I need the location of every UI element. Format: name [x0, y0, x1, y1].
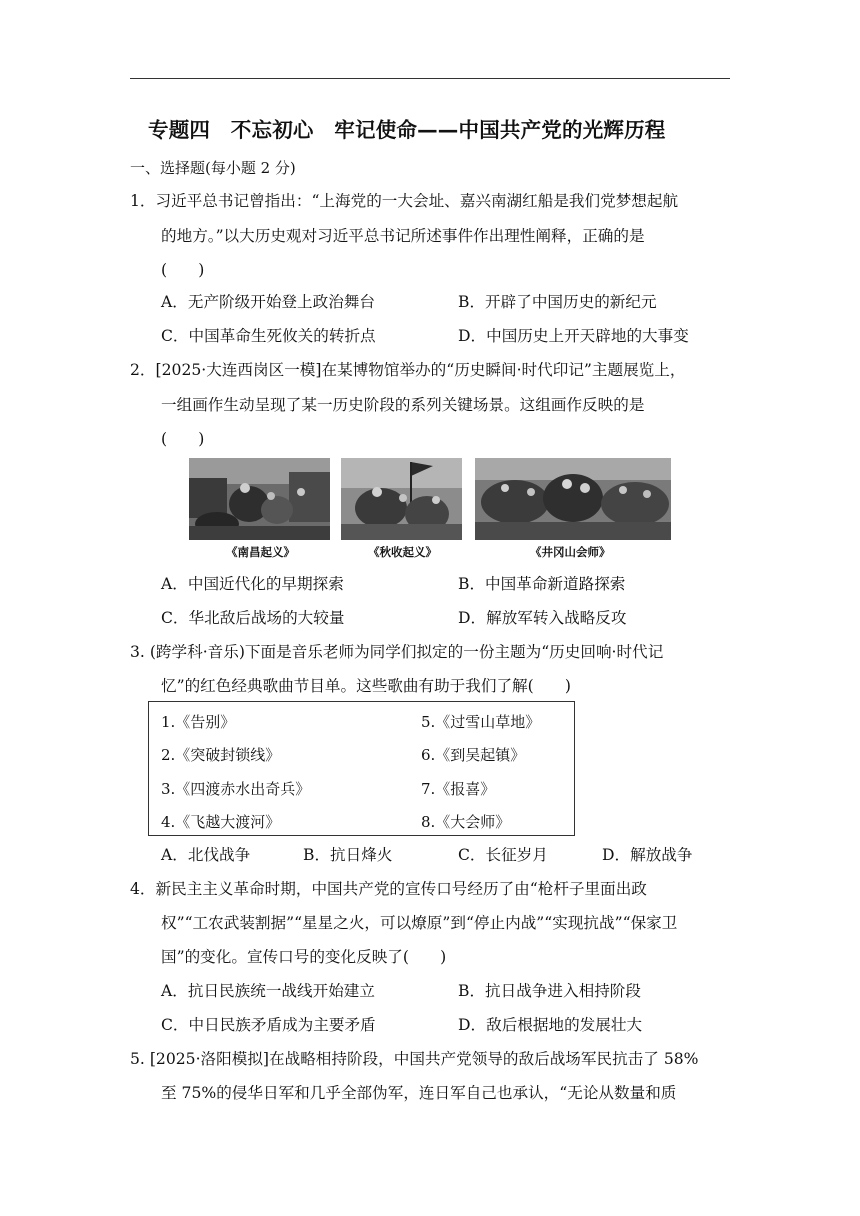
- question-2-option-b[interactable]: B．中国革命新道路探索: [458, 575, 626, 593]
- question-1-line-3: ( ): [161, 261, 205, 279]
- question-3-line-2: 忆”的红色经典歌曲节目单。这些歌曲有助于我们了解( ): [161, 677, 571, 695]
- question-4-option-b[interactable]: B．抗日战争进入相持阶段: [458, 982, 641, 1000]
- song-item-4: 4.《飞越大渡河》: [161, 813, 281, 831]
- song-item-7: 7.《报喜》: [421, 780, 496, 798]
- question-4-line-2: 权”“工农武装割据”“星星之火，可以燎原”到“停止内战”“实现抗战”“保家卫: [161, 914, 678, 932]
- question-2-line-2: 一组画作生动呈现了某一历史阶段的系列关键场景。这组画作反映的是: [161, 396, 645, 414]
- question-3-option-b[interactable]: B．抗日烽火: [303, 846, 393, 864]
- question-1-option-b[interactable]: B．开辟了中国历史的新纪元: [458, 293, 657, 311]
- question-5-line-2: 至 75%的侵华日军和几乎全部伪军，连日军自己也承认，“无论从数量和质: [161, 1084, 677, 1102]
- question-4-option-a[interactable]: A．抗日民族统一战线开始建立: [161, 982, 375, 1000]
- song-list-box: [148, 701, 575, 836]
- question-2-option-c[interactable]: C．华北敌后战场的大较量: [161, 609, 345, 627]
- question-3-option-d[interactable]: D．解放战争: [602, 846, 693, 864]
- question-1-option-a[interactable]: A．无产阶级开始登上政治舞台: [161, 293, 375, 311]
- question-2-option-d[interactable]: D．解放军转入战略反攻: [458, 609, 627, 627]
- painting-autumn-harvest-uprising: [341, 458, 462, 540]
- song-item-3: 3.《四渡赤水出奇兵》: [161, 780, 311, 798]
- question-4-option-d[interactable]: D．敌后根据地的发展壮大: [458, 1016, 643, 1034]
- painting-nanchang-uprising: [189, 458, 330, 540]
- caption-jinggangshan-meeting: 《井冈山会师》: [530, 545, 611, 559]
- question-3-line-1: 3. (跨学科·音乐)下面是音乐老师为同学们拟定的一份主题为“历史回响·时代记: [130, 643, 664, 661]
- song-item-1: 1.《告别》: [161, 713, 236, 731]
- song-item-6: 6.《到吴起镇》: [421, 746, 526, 764]
- page-title: 专题四 不忘初心 牢记使命——中国共产党的光辉历程: [148, 118, 666, 142]
- section-heading: 一、选择题(每小题 2 分): [130, 159, 296, 177]
- song-item-2: 2.《突破封锁线》: [161, 746, 281, 764]
- question-2-line-1: 2．[2025·大连西岗区一模]在某博物馆举办的“历史瞬间·时代印记”主题展览上，: [130, 361, 686, 379]
- song-item-8: 8.《大会师》: [421, 813, 511, 831]
- question-5-line-1: 5. [2025·洛阳模拟]在战略相持阶段，中国共产党领导的敌后战场军民抗击了 58%: [130, 1050, 699, 1068]
- question-2-line-3: ( ): [161, 430, 205, 448]
- question-1-line-2: 的地方。”以大历史观对习近平总书记所述事件作出理性阐释，正确的是: [161, 227, 645, 245]
- question-4-line-1: 4．新民主主义革命时期，中国共产党的宣传口号经历了由“枪杆子里面出政: [130, 880, 647, 898]
- question-4-line-3: 国”的变化。宣传口号的变化反映了( ): [161, 948, 447, 966]
- caption-nanchang-uprising: 《南昌起义》: [226, 545, 295, 559]
- song-item-5: 5.《过雪山草地》: [421, 713, 541, 731]
- question-4-option-c[interactable]: C．中日民族矛盾成为主要矛盾: [161, 1016, 376, 1034]
- question-3-option-c[interactable]: C．长征岁月: [458, 846, 548, 864]
- question-2-option-a[interactable]: A．中国近代化的早期探索: [161, 575, 344, 593]
- question-3-option-a[interactable]: A．北伐战争: [161, 846, 251, 864]
- header-rule: [130, 78, 730, 79]
- question-1-option-d[interactable]: D．中国历史上开天辟地的大事变: [458, 327, 689, 345]
- question-1-line-1: 1．习近平总书记曾指出：“上海党的一大会址、嘉兴南湖红船是我们党梦想起航: [130, 192, 679, 210]
- question-1-option-c[interactable]: C．中国革命生死攸关的转折点: [161, 327, 376, 345]
- caption-autumn-harvest-uprising: 《秋收起义》: [368, 545, 437, 559]
- painting-jinggangshan-meeting: [475, 458, 671, 540]
